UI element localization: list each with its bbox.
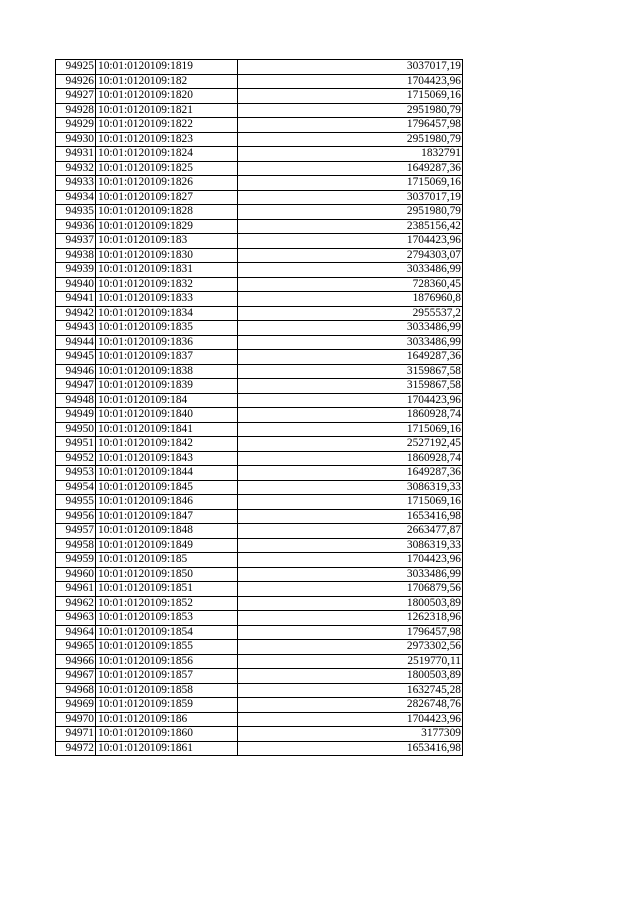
row-id-cell: 94939 xyxy=(56,263,96,278)
amount-cell: 1704423,96 xyxy=(238,553,463,568)
amount-cell: 2951980,79 xyxy=(238,103,463,118)
cadastral-number-cell: 10:01:0120109:1859 xyxy=(96,698,238,713)
amount-cell: 1832791 xyxy=(238,147,463,162)
row-id-cell: 94937 xyxy=(56,234,96,249)
amount-cell: 2663477,87 xyxy=(238,524,463,539)
amount-cell: 1704423,96 xyxy=(238,234,463,249)
row-id-cell: 94932 xyxy=(56,161,96,176)
amount-cell: 1704423,96 xyxy=(238,393,463,408)
row-id-cell: 94951 xyxy=(56,437,96,452)
cadastral-number-cell: 10:01:0120109:1847 xyxy=(96,509,238,524)
amount-cell: 3177309 xyxy=(238,727,463,742)
cadastral-number-cell: 10:01:0120109:1835 xyxy=(96,321,238,336)
amount-cell: 1800503,89 xyxy=(238,669,463,684)
cadastral-number-cell: 10:01:0120109:1861 xyxy=(96,741,238,756)
table-row xyxy=(56,321,463,336)
table-row xyxy=(56,698,463,713)
table-row xyxy=(56,277,463,292)
table-row xyxy=(56,263,463,278)
cadastral-number-cell: 10:01:0120109:1827 xyxy=(96,190,238,205)
cadastral-number-cell: 10:01:0120109:1848 xyxy=(96,524,238,539)
cadastral-number-cell: 10:01:0120109:1822 xyxy=(96,118,238,133)
cadastral-number-cell: 10:01:0120109:1838 xyxy=(96,364,238,379)
cadastral-number-cell: 10:01:0120109:1851 xyxy=(96,582,238,597)
row-id-cell: 94966 xyxy=(56,654,96,669)
cadastral-number-cell: 10:01:0120109:1828 xyxy=(96,205,238,220)
cadastral-number-cell: 10:01:0120109:1841 xyxy=(96,422,238,437)
amount-cell: 1653416,98 xyxy=(238,741,463,756)
row-id-cell: 94957 xyxy=(56,524,96,539)
row-id-cell: 94933 xyxy=(56,176,96,191)
amount-cell: 2519770,11 xyxy=(238,654,463,669)
row-id-cell: 94960 xyxy=(56,567,96,582)
amount-cell: 1876960,8 xyxy=(238,292,463,307)
table-row xyxy=(56,422,463,437)
amount-cell: 2951980,79 xyxy=(238,132,463,147)
row-id-cell: 94956 xyxy=(56,509,96,524)
cadastral-number-cell: 10:01:0120109:183 xyxy=(96,234,238,249)
cadastral-number-cell: 10:01:0120109:182 xyxy=(96,74,238,89)
amount-cell: 2955537,2 xyxy=(238,306,463,321)
cadastral-number-cell: 10:01:0120109:1839 xyxy=(96,379,238,394)
cadastral-number-cell: 10:01:0120109:1850 xyxy=(96,567,238,582)
amount-cell: 3159867,58 xyxy=(238,364,463,379)
row-id-cell: 94948 xyxy=(56,393,96,408)
cadastral-number-cell: 10:01:0120109:1840 xyxy=(96,408,238,423)
row-id-cell: 94971 xyxy=(56,727,96,742)
table-row xyxy=(56,466,463,481)
table-row xyxy=(56,582,463,597)
table-row xyxy=(56,654,463,669)
row-id-cell: 94930 xyxy=(56,132,96,147)
cadastral-number-cell: 10:01:0120109:1856 xyxy=(96,654,238,669)
cadastral-number-cell: 10:01:0120109:1857 xyxy=(96,669,238,684)
row-id-cell: 94958 xyxy=(56,538,96,553)
row-id-cell: 94969 xyxy=(56,698,96,713)
cadastral-number-cell: 10:01:0120109:185 xyxy=(96,553,238,568)
row-id-cell: 94944 xyxy=(56,335,96,350)
table-row xyxy=(56,205,463,220)
cadastral-number-cell: 10:01:0120109:1845 xyxy=(96,480,238,495)
table-row xyxy=(56,176,463,191)
table-row xyxy=(56,190,463,205)
row-id-cell: 94954 xyxy=(56,480,96,495)
table-row xyxy=(56,495,463,510)
row-id-cell: 94953 xyxy=(56,466,96,481)
table-row xyxy=(56,306,463,321)
row-id-cell: 94952 xyxy=(56,451,96,466)
row-id-cell: 94967 xyxy=(56,669,96,684)
cadastral-number-cell: 10:01:0120109:1826 xyxy=(96,176,238,191)
amount-cell: 1796457,98 xyxy=(238,625,463,640)
table-row xyxy=(56,437,463,452)
table-row xyxy=(56,89,463,104)
amount-cell: 2826748,76 xyxy=(238,698,463,713)
row-id-cell: 94959 xyxy=(56,553,96,568)
table-row xyxy=(56,524,463,539)
table-row xyxy=(56,350,463,365)
table-row xyxy=(56,118,463,133)
row-id-cell: 94931 xyxy=(56,147,96,162)
cadastral-number-cell: 10:01:0120109:1846 xyxy=(96,495,238,510)
table-row xyxy=(56,567,463,582)
amount-cell: 1262318,96 xyxy=(238,611,463,626)
cadastral-number-cell: 10:01:0120109:1820 xyxy=(96,89,238,104)
table-row xyxy=(56,234,463,249)
row-id-cell: 94946 xyxy=(56,364,96,379)
table-row xyxy=(56,553,463,568)
amount-cell: 1715069,16 xyxy=(238,495,463,510)
amount-cell: 1704423,96 xyxy=(238,712,463,727)
table-row xyxy=(56,741,463,756)
table-row xyxy=(56,625,463,640)
amount-cell: 1649287,36 xyxy=(238,466,463,481)
cadastral-number-cell: 10:01:0120109:1842 xyxy=(96,437,238,452)
row-id-cell: 94962 xyxy=(56,596,96,611)
table-body xyxy=(56,60,463,756)
amount-cell: 2527192,45 xyxy=(238,437,463,452)
cadastral-number-cell: 10:01:0120109:1824 xyxy=(96,147,238,162)
row-id-cell: 94970 xyxy=(56,712,96,727)
cadastral-number-cell: 10:01:0120109:1853 xyxy=(96,611,238,626)
row-id-cell: 94928 xyxy=(56,103,96,118)
row-id-cell: 94961 xyxy=(56,582,96,597)
amount-cell: 3159867,58 xyxy=(238,379,463,394)
cadastral-number-cell: 10:01:0120109:184 xyxy=(96,393,238,408)
cadastral-number-cell: 10:01:0120109:1831 xyxy=(96,263,238,278)
table-row xyxy=(56,132,463,147)
row-id-cell: 94936 xyxy=(56,219,96,234)
amount-cell: 3086319,33 xyxy=(238,480,463,495)
amount-cell: 1704423,96 xyxy=(238,74,463,89)
table-row xyxy=(56,379,463,394)
row-id-cell: 94955 xyxy=(56,495,96,510)
cadastral-number-cell: 10:01:0120109:1855 xyxy=(96,640,238,655)
row-id-cell: 94941 xyxy=(56,292,96,307)
cadastral-number-cell: 10:01:0120109:1830 xyxy=(96,248,238,263)
cadastral-number-cell: 10:01:0120109:186 xyxy=(96,712,238,727)
amount-cell: 728360,45 xyxy=(238,277,463,292)
table-row xyxy=(56,219,463,234)
table-row xyxy=(56,335,463,350)
amount-cell: 1653416,98 xyxy=(238,509,463,524)
amount-cell: 1796457,98 xyxy=(238,118,463,133)
table-row xyxy=(56,509,463,524)
row-id-cell: 94926 xyxy=(56,74,96,89)
amount-cell: 1649287,36 xyxy=(238,350,463,365)
table-row xyxy=(56,147,463,162)
row-id-cell: 94940 xyxy=(56,277,96,292)
table-row xyxy=(56,451,463,466)
row-id-cell: 94925 xyxy=(56,60,96,75)
row-id-cell: 94942 xyxy=(56,306,96,321)
cadastral-number-cell: 10:01:0120109:1844 xyxy=(96,466,238,481)
cadastral-number-cell: 10:01:0120109:1852 xyxy=(96,596,238,611)
amount-cell: 1649287,36 xyxy=(238,161,463,176)
row-id-cell: 94972 xyxy=(56,741,96,756)
table-row xyxy=(56,364,463,379)
table-row xyxy=(56,408,463,423)
row-id-cell: 94965 xyxy=(56,640,96,655)
cadastral-number-cell: 10:01:0120109:1858 xyxy=(96,683,238,698)
row-id-cell: 94935 xyxy=(56,205,96,220)
row-id-cell: 94968 xyxy=(56,683,96,698)
table-row xyxy=(56,727,463,742)
amount-cell: 2794303,07 xyxy=(238,248,463,263)
table-row xyxy=(56,60,463,75)
table-row xyxy=(56,103,463,118)
row-id-cell: 94949 xyxy=(56,408,96,423)
table-row xyxy=(56,393,463,408)
table-row xyxy=(56,611,463,626)
amount-cell: 3033486,99 xyxy=(238,335,463,350)
row-id-cell: 94934 xyxy=(56,190,96,205)
amount-cell: 1715069,16 xyxy=(238,89,463,104)
row-id-cell: 94927 xyxy=(56,89,96,104)
table-row xyxy=(56,248,463,263)
cadastral-number-cell: 10:01:0120109:1833 xyxy=(96,292,238,307)
amount-cell: 1715069,16 xyxy=(238,422,463,437)
table-row xyxy=(56,683,463,698)
amount-cell: 3033486,99 xyxy=(238,321,463,336)
cadastral-number-cell: 10:01:0120109:1823 xyxy=(96,132,238,147)
table-row xyxy=(56,669,463,684)
table-row xyxy=(56,640,463,655)
data-table xyxy=(55,59,463,756)
row-id-cell: 94943 xyxy=(56,321,96,336)
table-row xyxy=(56,292,463,307)
row-id-cell: 94950 xyxy=(56,422,96,437)
row-id-cell: 94938 xyxy=(56,248,96,263)
row-id-cell: 94929 xyxy=(56,118,96,133)
table-row xyxy=(56,538,463,553)
row-id-cell: 94947 xyxy=(56,379,96,394)
cadastral-number-cell: 10:01:0120109:1860 xyxy=(96,727,238,742)
cadastral-number-cell: 10:01:0120109:1819 xyxy=(96,60,238,75)
row-id-cell: 94963 xyxy=(56,611,96,626)
amount-cell: 1860928,74 xyxy=(238,408,463,423)
cadastral-number-cell: 10:01:0120109:1836 xyxy=(96,335,238,350)
amount-cell: 3037017,19 xyxy=(238,60,463,75)
cadastral-number-cell: 10:01:0120109:1834 xyxy=(96,306,238,321)
cadastral-number-cell: 10:01:0120109:1843 xyxy=(96,451,238,466)
cadastral-number-cell: 10:01:0120109:1832 xyxy=(96,277,238,292)
cadastral-number-cell: 10:01:0120109:1821 xyxy=(96,103,238,118)
table-row xyxy=(56,596,463,611)
cadastral-number-cell: 10:01:0120109:1837 xyxy=(96,350,238,365)
amount-cell: 3033486,99 xyxy=(238,263,463,278)
amount-cell: 2385156,42 xyxy=(238,219,463,234)
amount-cell: 1706879,56 xyxy=(238,582,463,597)
amount-cell: 3086319,33 xyxy=(238,538,463,553)
amount-cell: 1800503,89 xyxy=(238,596,463,611)
cadastral-number-cell: 10:01:0120109:1829 xyxy=(96,219,238,234)
amount-cell: 1860928,74 xyxy=(238,451,463,466)
amount-cell: 1715069,16 xyxy=(238,176,463,191)
cadastral-number-cell: 10:01:0120109:1849 xyxy=(96,538,238,553)
amount-cell: 2951980,79 xyxy=(238,205,463,220)
cadastral-number-cell: 10:01:0120109:1854 xyxy=(96,625,238,640)
amount-cell: 2973302,56 xyxy=(238,640,463,655)
table-row xyxy=(56,74,463,89)
amount-cell: 1632745,28 xyxy=(238,683,463,698)
table-row xyxy=(56,712,463,727)
table-row xyxy=(56,161,463,176)
row-id-cell: 94964 xyxy=(56,625,96,640)
row-id-cell: 94945 xyxy=(56,350,96,365)
cadastral-number-cell: 10:01:0120109:1825 xyxy=(96,161,238,176)
amount-cell: 3037017,19 xyxy=(238,190,463,205)
amount-cell: 3033486,99 xyxy=(238,567,463,582)
table-row xyxy=(56,480,463,495)
